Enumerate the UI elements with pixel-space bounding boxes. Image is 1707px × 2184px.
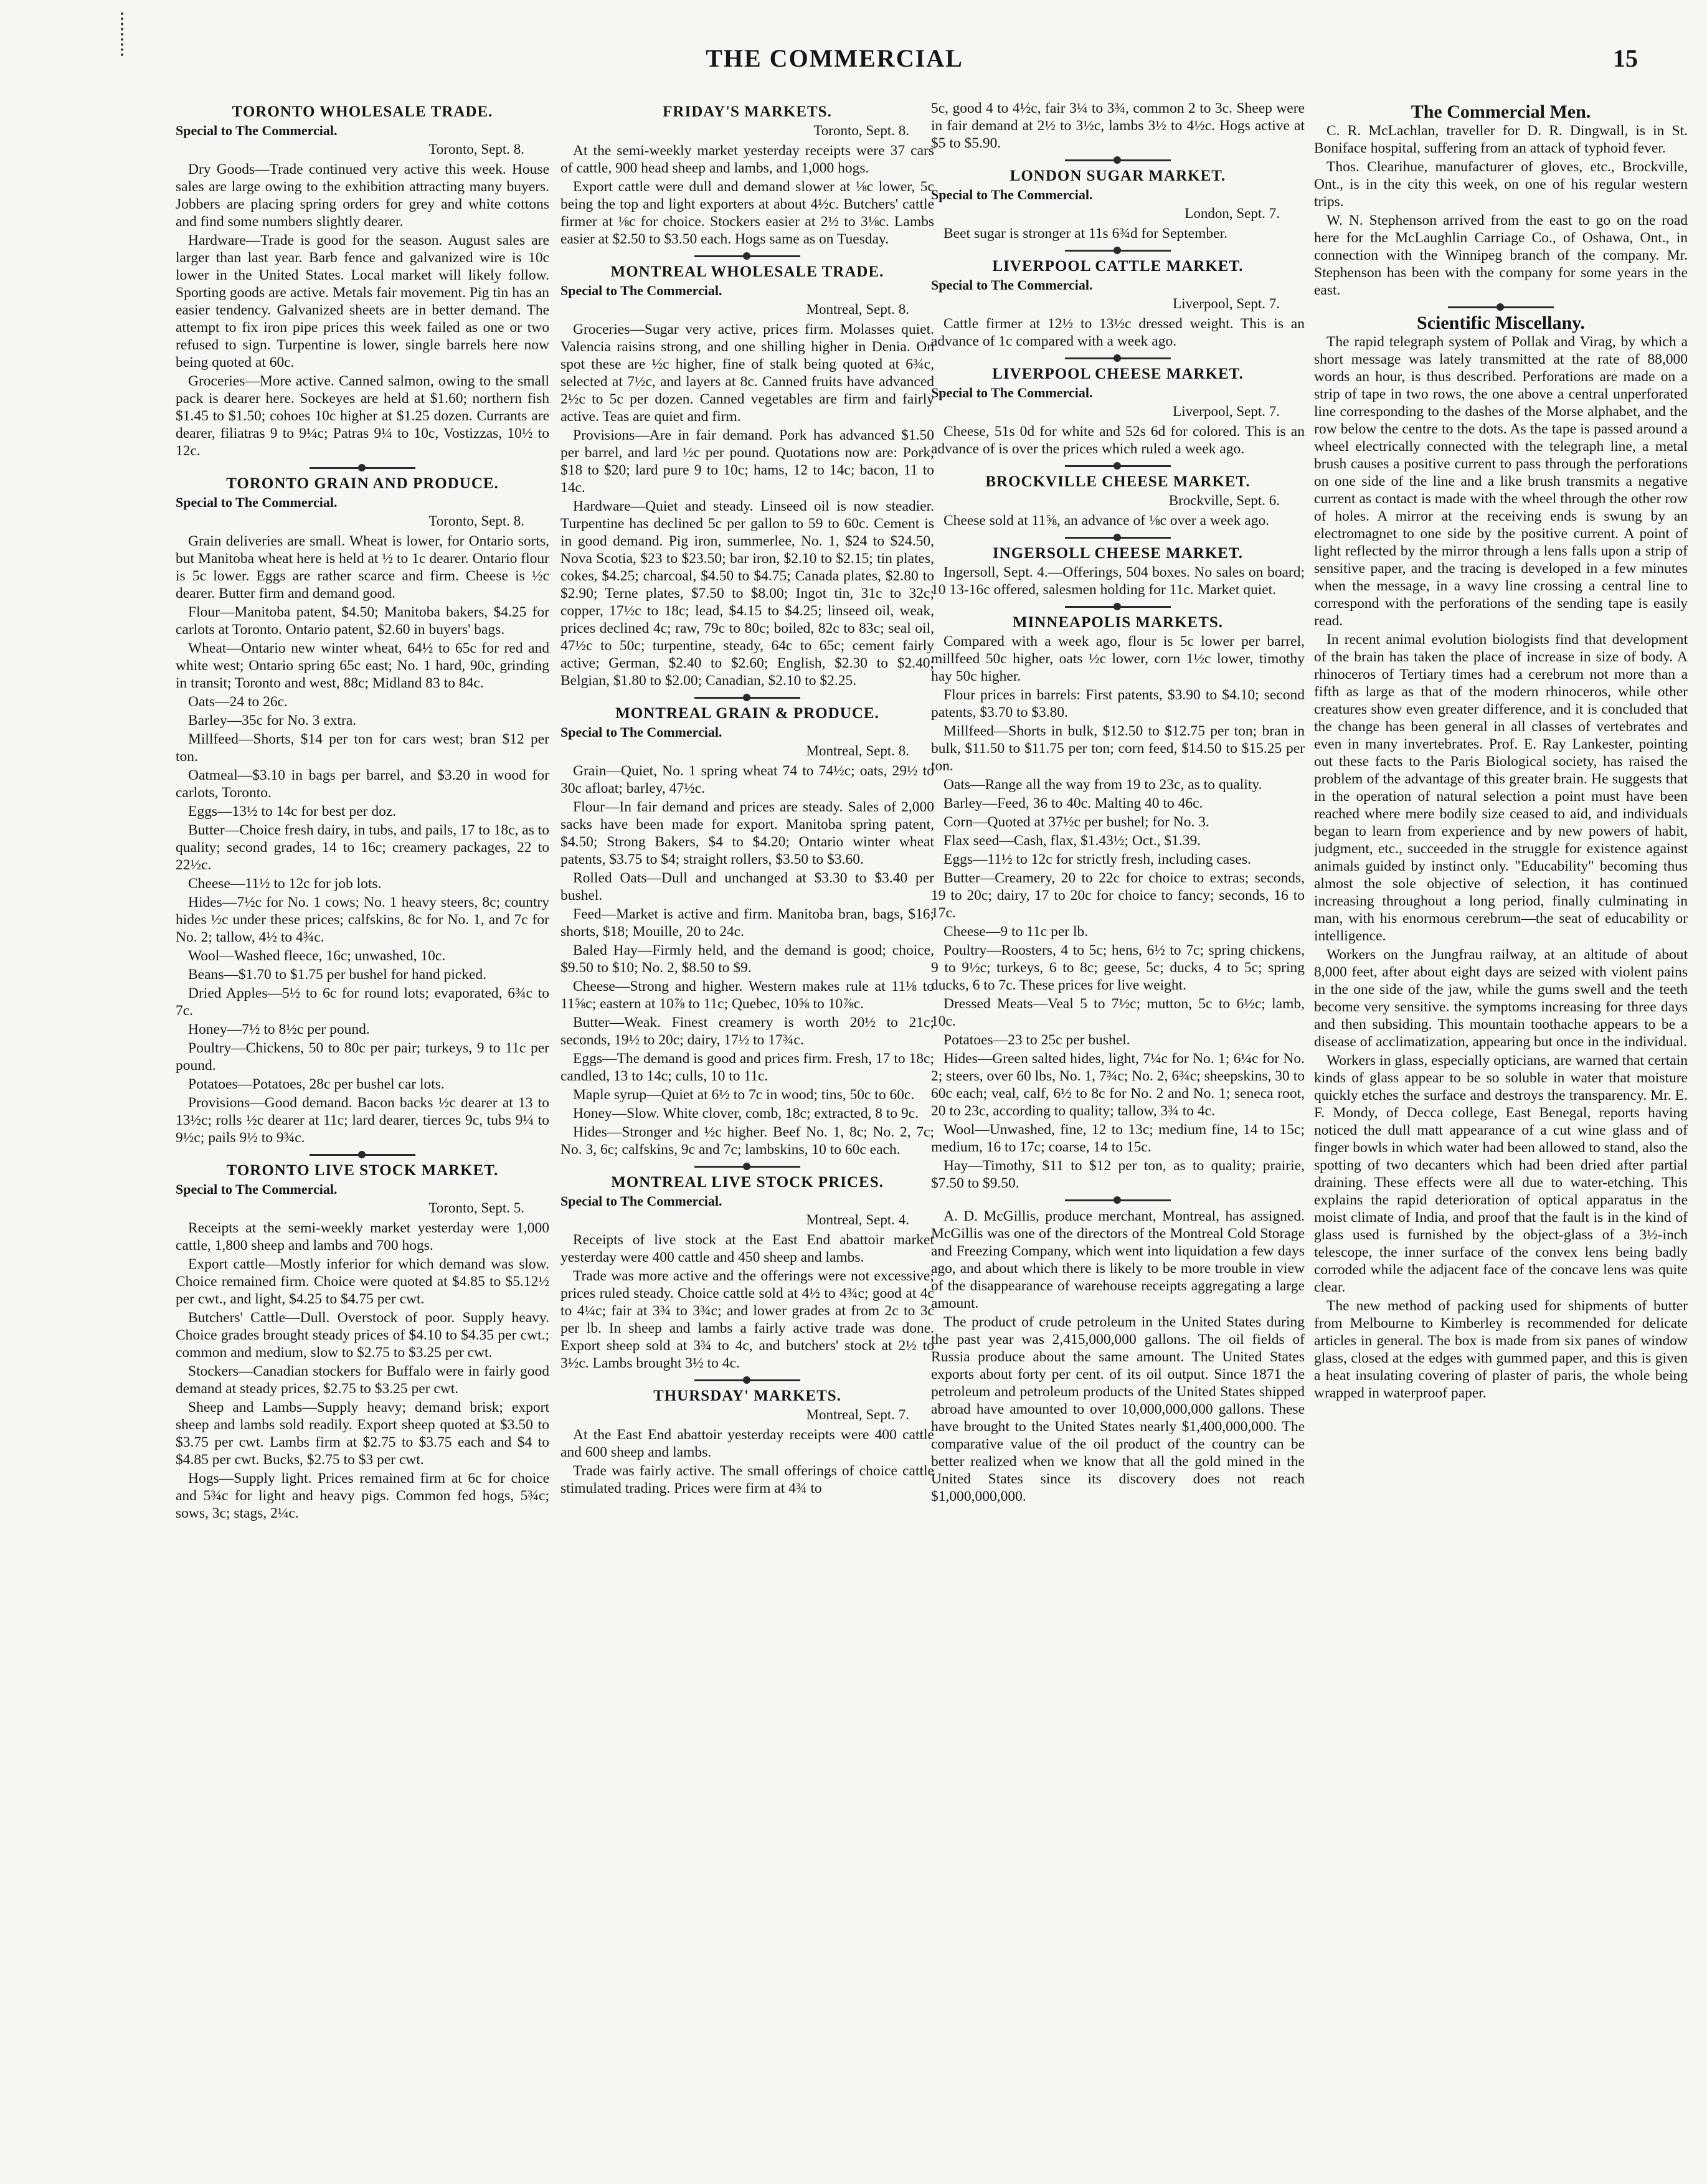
correspondent-line: Special to The Commercial. bbox=[931, 277, 1093, 293]
section-divider-rule bbox=[1448, 306, 1554, 308]
paragraph: Thos. Clearihue, manufacturer of gloves, etc., Brockville, Ont., is in the city this week, on one of his regular western trips. bbox=[1314, 159, 1688, 210]
paragraph: Export cattle—Mostly inferior for which demand was slow. Choice remained firm. Choice were quoted at $4.85 to $5.12½ per cwt., and light, $4.25 to $4.75 per cwt. bbox=[176, 1256, 549, 1307]
dateline: London, Sept. 7. bbox=[1184, 206, 1280, 221]
paragraph: Export cattle were dull and demand slower at ⅛c lower, 5c being the top and light exporters at about 4½c. Butchers' cattle firmer at ⅛c for choice. Stockers easier at 2½ to 3⅛c. Lambs easier at $2.50 to $3.50 each. Hogs same as on Tuesday. bbox=[560, 179, 934, 247]
paragraph: Cheese—11½ to 12c for job lots. bbox=[188, 876, 382, 892]
paragraph: Eggs—The demand is good and prices firm. Fresh, 17 to 18c; candled, 13 to 14c; culls, 10 to 11c. bbox=[560, 1051, 934, 1084]
paragraph: Feed—Market is active and firm. Manitoba bran, bags, $16; shorts, $18; Mouille, 20 to 24c. bbox=[560, 906, 934, 940]
paragraph: Groceries—Sugar very active, prices firm. Molasses quiet. Valencia raisins strong, and one shilling higher in Denia. On spot these are ½c higher, fine of stalk being quoted at 6¾c, selected at 7½c, and layers at 8c. Canned fruits have advanced 2½c to 5c per dozen. Canned vegetables are firm and fairly active. Teas are quiet and firm. bbox=[560, 321, 934, 425]
paragraph: Flour—Manitoba patent, $4.50; Manitoba bakers, $4.25 for carlots at Toronto. Ontario patent, $2.60 in buyers' bags. bbox=[176, 604, 549, 638]
paragraph: Trade was fairly active. The small offerings of choice cattle stimulated trading. Prices were firm at 4¾ to bbox=[560, 1463, 934, 1496]
paragraph: Cheese—Strong and higher. Western makes rule at 11⅛ to 11⅝c; eastern at 10⅞ to 11c; Quebec, 10⅝ to 10⅞c. bbox=[560, 978, 934, 1012]
paragraph: Provisions—Are in fair demand. Pork has advanced $1.50 per barrel, and lard ½c per pound. Quotations now are: Pork, $18 to $20; lard pure 9 to 10c; hams, 12 to 14c; bacon, 11 to 14c. bbox=[560, 427, 934, 496]
paragraph: Oats—24 to 26c. bbox=[188, 694, 288, 710]
paragraph: Millfeed—Shorts in bulk, $12.50 to $12.75 per ton; bran in bulk, $11.50 to $11.75 per ton; corn feed, $14.50 to $15.25 per ton. bbox=[931, 723, 1305, 774]
paragraph: At the semi-weekly market yesterday receipts were 37 cars of cattle, 900 head sheep and lambs, and 1,000 hogs. bbox=[560, 143, 934, 176]
paragraph: Ingersoll, Sept. 4.—Offerings, 504 boxes. No sales on board; 10 13-16c offered, salesmen holding for 11c. Market quiet. bbox=[931, 564, 1305, 598]
correspondent-line: Special to The Commercial. bbox=[176, 1181, 338, 1197]
paragraph: Compared with a week ago, flour is 5c lower per barrel, millfeed 50c higher, oats ½c lower, corn 1½c lower, timothy hay 50c higher. bbox=[931, 633, 1305, 684]
dateline: Montreal, Sept. 4. bbox=[806, 1212, 909, 1227]
paragraph: Dressed Meats—Veal 5 to 7½c; mutton, 5c to 6½c; lamb, 10c. bbox=[931, 996, 1305, 1029]
section-divider-rule bbox=[694, 255, 800, 257]
paragraph: Receipts of live stock at the East End abattoir market yesterday were 400 cattle and 450 sheep and lambs. bbox=[560, 1232, 934, 1265]
paragraph: Cattle firmer at 12½ to 13½c dressed weight. This is an advance of 1c compared with a week ago. bbox=[931, 316, 1305, 349]
page-number: 15 bbox=[1613, 44, 1638, 72]
dateline: Liverpool, Sept. 7. bbox=[1173, 296, 1280, 311]
paragraph: Wheat—Ontario new winter wheat, 64½ to 65c for red and white west; Ontario spring 65c east; No. 1 hard, 90c, grinding in transit; Toronto and west, 88c; Midland 83 to 84c. bbox=[176, 640, 549, 691]
paragraph: The rapid telegraph system of Pollak and Virag, by which a short message was lately transmitted at the rate of 88,000 words an hour, is thus described. Perforations are made on a strip of tape in two rows, the one above a central unperforated line corresponding to the dashes of the Morse alphabet, and the row below the centre to the dots. As the tape is passed around a wheel electrically connected with the telegraph line, a metal brush causes a positive current to pass through the perforations on one side of the line and a like brush transmits a negative current as contact is made with the wheel through the other row of holes. A mirror at the receiving ends is swung by an electromagnet to one side by the positive current. A point of light reflected by the mirror through a lens falls upon a strip of sensitive paper, and the tracing is developed in a few minutes when the message, in a wavy line crossing a central line to correspond with the perforations of the sending tape is easily read. bbox=[1314, 334, 1688, 629]
paragraph: Cheese, 51s 0d for white and 52s 6d for colored. This is an advance of is over the prices which ruled a week ago. bbox=[931, 423, 1305, 457]
paragraph: Provisions—Good demand. Bacon backs ½c dearer at 13 to 13½c; rolls ½c dearer at 11c; lard dearer, tierces 9c, tubs 9¼ to 9½c; pails 9½ to 9¾c. bbox=[176, 1095, 549, 1146]
section-divider-rule bbox=[310, 467, 415, 469]
paragraph: Beans—$1.70 to $1.75 per bushel for hand picked. bbox=[188, 967, 487, 983]
article-headline: TORONTO LIVE STOCK MARKET. bbox=[226, 1162, 499, 1179]
paragraph: In recent animal evolution biologists find that development of the brain has taken the place of increase in size of body. A rhinoceros of Tertiary times had a cerebrum not more than a fifth as large as that of the modern rhinoceros, while other creatures show even greater difference, and it is concluded that the change has been general in all classes of vertebrates and even in many invertebrates. Prof. E. Ray Lankester, pointing out these facts to the Paris Biological society, has raised the problem of the advantage of this greater brain. He suggests that in the operation of natural selection a point must have been reached where mere bodily size ceased to aid, and individuals began to learn from experience and by new powers of habit, judgment, etc., succeeded in the struggle for existence against animals guided by instinct only. "Educability" becoming thus almost the sole objective of selection, it has continued increasing throughout a long period, finally culminating in man, with his enormous cerebrum—the seat of educability or intelligence. bbox=[1314, 631, 1688, 944]
article bbox=[176, 1162, 549, 1522]
article bbox=[1314, 103, 1688, 299]
paragraph: Hay—Timothy, $11 to $12 per ton, as to quality; prairie, $7.50 to $9.50. bbox=[931, 1158, 1305, 1191]
paragraph: Millfeed—Shorts, $14 per ton for cars west; bran $12 per ton. bbox=[176, 731, 549, 765]
paragraph: Wool—Unwashed, fine, 12 to 13c; medium fine, 14 to 15c; medium, 16 to 17c; coarse, 14 to 15c. bbox=[931, 1122, 1305, 1155]
column-3 bbox=[931, 100, 1305, 2155]
paragraph: Workers in glass, especially opticians, are warned that certain kinds of glass appear to be so soluble in water that moisture quickly etches the surface and destroys the transparency. Mr. E. F. Mondy, of Decca college, East Benegal, reports having noticed the dull matt appearance of a cut wine glass and of finger bowls in which water had been allowed to stand, also the spotting of two decanters which had been dried after partial draining. These effects were all due to water-etching. This explains the rapid deterioration of optical apparatus in the moist climate of India, and proof that the fault is in the kind of glass used is furnished by the object-glass of a 3½-inch telescope, the inner surface of the convex lens being badly corroded while the adjacent face of the concave lens was quite clear. bbox=[1314, 1052, 1688, 1295]
article-headline: TORONTO WHOLESALE TRADE. bbox=[232, 103, 493, 120]
paragraph: Butter—Choice fresh dairy, in tubs, and pails, 17 to 18c, as to quality; second grades, 14 to 16c; creamery packages, 22 to 22½c. bbox=[176, 822, 549, 873]
section-divider-rule bbox=[1065, 465, 1171, 467]
paragraph: Stockers—Canadian stockers for Buffalo were in fairly good demand at steady prices, $2.75 to $3.25 per cwt. bbox=[176, 1363, 549, 1397]
article-headline: INGERSOLL CHEESE MARKET. bbox=[992, 545, 1244, 562]
dateline: Toronto, Sept. 5. bbox=[428, 1200, 524, 1216]
article bbox=[931, 366, 1305, 458]
dateline: Montreal, Sept. 8. bbox=[806, 743, 909, 759]
paragraph: Butchers' Cattle—Dull. Overstock of poor. Supply heavy. Choice grades brought steady prices of $4.10 to $4.35 per cwt.; common and medium, slow to $2.75 to $3.25 per cwt. bbox=[176, 1310, 549, 1361]
column-4 bbox=[1314, 100, 1688, 2155]
article bbox=[560, 1174, 934, 1372]
section-divider-rule bbox=[1065, 606, 1171, 608]
article-headline: MONTREAL WHOLESALE TRADE. bbox=[610, 263, 884, 280]
paragraph: Groceries—More active. Canned salmon, owing to the small pack is dearer here. Sockeyes are held at $1.60; northern fish $1.45 to $1.50; cohoes 10c higher at $1.25 dozen. Currants are dearer, filiatras 9 to 9¼c; Patras 9¼ to 10c, Vostizzas, 10½ to 12c. bbox=[176, 373, 549, 459]
correspondent-line: Special to The Commercial. bbox=[931, 385, 1093, 400]
paragraph: Oats—Range all the way from 19 to 23c, as to quality. bbox=[943, 777, 1262, 793]
article-headline: MONTREAL LIVE STOCK PRICES. bbox=[611, 1174, 884, 1191]
paragraph: The new method of packing used for shipments of butter from Melbourne to Kimberley is recommended for delicate articles in general. The box is made from six panes of window glass, closed at the edges with gummed paper, and this is given a heat insulating covering of plaster of paris, the whole being wrapped in waterproof paper. bbox=[1314, 1298, 1688, 1401]
article bbox=[1314, 314, 1688, 1402]
column-2 bbox=[560, 100, 934, 2155]
paragraph: The product of crude petroleum in the United States during the past year was 2,415,000,000 gallons. The oil fields of Russia produce about the same amount. The United States exports about forty per cent. of its oil output. Since 1871 the petroleum and petroleum products of the United States shipped abroad have amounted to over 10,000,000,000 gallons. These have brought to the United States nearly $1,400,000,000. The comparative value of the oil product of the country can be better realized when we know that all the gold mined in the United States since its discovery does not reach $1,000,000,000. bbox=[931, 1314, 1305, 1505]
dateline: Montreal, Sept. 7. bbox=[806, 1407, 909, 1422]
paragraph: At the East End abattoir yesterday receipts were 400 cattle and 600 sheep and lambs. bbox=[560, 1427, 934, 1460]
paragraph: Cheese—9 to 11c per lb. bbox=[943, 924, 1089, 940]
paragraph: Hides—7½c for No. 1 cows; No. 1 heavy steers, 8c; country hides ½c under these prices; calfskins, 8c for No. 1, and 7c for No. 2; tallow, 4½ to 4¾c. bbox=[176, 894, 549, 945]
paragraph: Workers on the Jungfrau railway, at an altitude of about 8,000 feet, after about eight days are seized with violent pains in the one side of the jaw, while the gums swell and the teeth become very sensitive. the symptoms increasing for three days and then subsiding. This mountain toothache appears to be a disease of acclimatization, appearing but once in the individual. bbox=[1314, 947, 1688, 1050]
paragraph: Flour—In fair demand and prices are steady. Sales of 2,000 sacks have been made for export. Manitoba spring patent, $4.50; Strong Bakers, $4 to $4.20; Ontario winter wheat patents, $3.75 to $4; straight rollers, $3.50 to $3.60. bbox=[560, 799, 934, 867]
article bbox=[931, 100, 1305, 152]
article bbox=[931, 614, 1305, 1192]
paragraph: Hides—Stronger and ½c higher. Beef No. 1, 8c; No. 2, 7c; No. 3, 6c; calfskins, 9c and 7c; lambskins, 10 to 60c each. bbox=[560, 1124, 934, 1158]
paragraph: Receipts at the semi-weekly market yesterday were 1,000 cattle, 1,800 sheep and lambs and 700 hogs. bbox=[176, 1220, 549, 1254]
paragraph: Wool—Washed fleece, 16c; unwashed, 10c. bbox=[188, 948, 446, 964]
paragraph: Butter—Creamery, 20 to 22c for choice to extras; seconds, 19 to 20c; dairy, 17 to 20c for choice to fancy; seconds, 16 to 17c. bbox=[931, 870, 1305, 921]
section-divider-rule bbox=[1065, 357, 1171, 359]
section-divider-rule bbox=[694, 697, 800, 699]
article-headline: THURSDAY' MARKETS. bbox=[653, 1387, 841, 1404]
paragraph: Trade was more active and the offerings were not excessive; prices ruled steady. Choice cattle sold at 4½ to 4¾c; good at 4c to 4¼c; fair at 3¾ to 3¾c; and lower grades at from 2c to 3c per lb. In sheep and lambs a fairly active trade was done. Export sheep sold at 3¾ to 4c, and butchers' stock at 2½ to 3½c. Lambs brought 3½ to 4c. bbox=[560, 1268, 934, 1371]
article bbox=[560, 1387, 934, 1497]
paragraph: C. R. McLachlan, traveller for D. R. Dingwall, is in St. Boniface hospital, suffering from an attack of typhoid fever. bbox=[1314, 123, 1688, 156]
paragraph: Butter—Weak. Finest creamery is worth 20½ to 21c; seconds, 19½ to 20c; dairy, 17½ to 17¾c. bbox=[560, 1014, 934, 1048]
paragraph: Maple syrup—Quiet at 6½ to 7c in wood; tins, 50c to 60c. bbox=[573, 1087, 915, 1103]
article-headline: LIVERPOOL CATTLE MARKET. bbox=[992, 258, 1244, 275]
paragraph: Flour prices in barrels: First patents, $3.90 to $4.10; second patents, $3.70 to $3.80. bbox=[931, 687, 1305, 721]
article bbox=[176, 475, 549, 1146]
correspondent-line: Special to The Commercial. bbox=[560, 283, 722, 298]
paragraph: Hardware—Quiet and steady. Linseed oil is now steadier. Turpentine has declined 5c per gallon to 59 to 60c. Cement is in good demand. Pig iron, summerlee, No. 1, $24 to $24.50, Nova Scotia, $23 to $23.50; bar iron, $2.10 to $2.15; tin plates, cokes, $4.25; charcoal, $4.50 to $4.75; Canada plates, $2.80 to $2.90; Terne plates, $7.50 to $8.00; Ingot tin, 31c to 32c; copper, 17½c to 18c; lead, $4.15 to $4.25; linseed oil, weak, prices declined 4c; raw, 79c to 80c; boiled, 82c to 83c; seal oil, 47½c to 50c; turpentine, steady, 64c to 65c; cement fairly active; German, $2.40 to $2.60; English, $2.30 to $2.40; Belgian, $1.80 to $2.00; Canadian, $2.10 to $2.25. bbox=[560, 498, 934, 689]
section-divider-rule bbox=[1065, 159, 1171, 161]
paragraph: Oatmeal—$3.10 in bags per barrel, and $3.20 in wood for carlots, Toronto. bbox=[176, 767, 549, 801]
paragraph: Honey—Slow. White clover, comb, 18c; extracted, 8 to 9c. bbox=[573, 1105, 919, 1122]
article bbox=[176, 103, 549, 460]
article bbox=[931, 1208, 1305, 1505]
paragraph: Eggs—11½ to 12c for strictly fresh, including cases. bbox=[943, 851, 1251, 867]
article bbox=[560, 263, 934, 689]
paragraph: Corn—Quoted at 37½c per bushel; for No. 3. bbox=[943, 814, 1209, 830]
section-divider-rule bbox=[694, 1379, 800, 1381]
paragraph: 5c, good 4 to 4½c, fair 3¼ to 3¾, common 2 to 3c. Sheep were in fair demand at 2½ to 3½c, lambs 3½ to 4½c. Hogs active at $5 to $5.90. bbox=[931, 100, 1305, 151]
section-divider-rule bbox=[1065, 1199, 1171, 1201]
article bbox=[931, 545, 1305, 598]
article bbox=[931, 168, 1305, 242]
dateline: Toronto, Sept. 8. bbox=[813, 123, 909, 138]
article-headline: FRIDAY'S MARKETS. bbox=[663, 103, 832, 120]
paragraph: Eggs—13½ to 14c for best per doz. bbox=[188, 803, 397, 820]
section-divider-rule bbox=[1065, 537, 1171, 539]
page-title: THE COMMERCIAL bbox=[706, 44, 963, 72]
paragraph: Honey—7½ to 8½c per pound. bbox=[188, 1021, 370, 1038]
paragraph: Grain deliveries are small. Wheat is lower, for Ontario sorts, but Manitoba wheat here is held at ½ to 1c dearer. Ontario flour is 5c lower. Eggs are rather scarce and firm. Cheese is ½c dearer. Butter firm and demand good. bbox=[176, 533, 549, 602]
article-headline: MINNEAPOLIS MARKETS. bbox=[1012, 614, 1224, 631]
correspondent-line: Special to The Commercial. bbox=[176, 123, 338, 138]
article-headline: The Commercial Men. bbox=[1411, 102, 1591, 122]
column-1 bbox=[176, 100, 549, 2155]
paragraph: Poultry—Chickens, 50 to 80c per pair; turkeys, 9 to 11c per pound. bbox=[176, 1040, 549, 1074]
article bbox=[560, 103, 934, 248]
paragraph: Hardware—Trade is good for the season. August sales are larger than last year. Barb fence and galvanized wire is 10c lower in the United States. Local market will likely follow. Sporting goods are active. Metals fair movement. Pig tin has an easier tendency. Galvanized sheets are in better demand. The attempt to fix iron pipe prices this week failed as one or two refused to sign. Turpentine is lower, single barrels here now being quoted at 60c. bbox=[176, 232, 549, 371]
article-headline: BROCKVILLE CHEESE MARKET. bbox=[985, 473, 1251, 490]
paragraph: Sheep and Lambs—Supply heavy; demand brisk; export sheep and lambs sold readily. Export sheep quoted at $3.50 to $3.75 per cwt. Lambs firm at $2.75 to $3.75 each and $4 to $4.85 per cwt. Bucks, $2.75 to $3 per cwt. bbox=[176, 1399, 549, 1468]
paragraph: Potatoes—Potatoes, 28c per bushel car lots. bbox=[188, 1076, 445, 1092]
correspondent-line: Special to The Commercial. bbox=[560, 724, 722, 740]
article bbox=[931, 473, 1305, 529]
paragraph: Grain—Quiet, No. 1 spring wheat 74 to 74½c; oats, 29½ to 30c afloat; barley, 47½c. bbox=[560, 763, 934, 797]
running-head bbox=[0, 44, 1707, 81]
paragraph: Dried Apples—5½ to 6c for round lots; evaporated, 6¾c to 7c. bbox=[176, 985, 549, 1019]
dateline: Montreal, Sept. 8. bbox=[806, 301, 909, 317]
section-divider-rule bbox=[1065, 250, 1171, 252]
dateline: Liverpool, Sept. 7. bbox=[1173, 404, 1280, 419]
article-headline: LIVERPOOL CHEESE MARKET. bbox=[992, 366, 1244, 382]
paragraph: W. N. Stephenson arrived from the east to go on the road here for the McLaughlin Carriage Co., of Oshawa, Ont., in connection with the Winnipeg branch of the company. Mr. Stephenson has been with the company for some years in the east. bbox=[1314, 212, 1688, 298]
section-divider-rule bbox=[310, 1154, 415, 1156]
paragraph: Barley—Feed, 36 to 40c. Malting 40 to 46c. bbox=[943, 795, 1203, 811]
article-headline: MONTREAL GRAIN & PRODUCE. bbox=[615, 705, 879, 722]
paragraph: Rolled Oats—Dull and unchanged at $3.30 to $3.40 per bushel. bbox=[560, 870, 934, 904]
correspondent-line: Special to The Commercial. bbox=[176, 494, 338, 510]
paragraph: Beet sugar is stronger at 11s 6¾d for September. bbox=[943, 225, 1227, 242]
section-divider-rule bbox=[694, 1166, 800, 1168]
paragraph: Poultry—Roosters, 4 to 5c; hens, 6½ to 7c; spring chickens, 9 to 9½c; turkeys, 6 to 8c; geese, 5c; ducks, 4 to 5c; spring ducks, 6 to 7c. These prices for live weight. bbox=[931, 942, 1305, 993]
correspondent-line: Special to The Commercial. bbox=[931, 187, 1093, 202]
article-headline: Scientific Miscellany. bbox=[1417, 313, 1585, 333]
paragraph: Hogs—Supply light. Prices remained firm at 6c for choice and 5¾c for light and heavy pigs. Common fed hogs, 5¾c; sows, 3c; stags, 2¼c. bbox=[176, 1470, 549, 1521]
article bbox=[560, 705, 934, 1158]
paragraph: Dry Goods—Trade continued very active this week. House sales are large owing to the exhibition attracting many buyers. Jobbers are placing spring orders for grey and white cottons and find some numbers slightly dearer. bbox=[176, 161, 549, 230]
article bbox=[931, 258, 1305, 350]
article-headline: TORONTO GRAIN AND PRODUCE. bbox=[226, 475, 499, 492]
dateline: Brockville, Sept. 6. bbox=[1168, 493, 1280, 508]
paragraph: Hides—Green salted hides, light, 7¼c for No. 1; 6¼c for No. 2; steers, over 60 lbs, No. 1, 7¾c; No. 2, 6¾c; sheepskins, 30 to 60c each; veal, calf, 6½ to 8c for No. 2 and No. 1; seneca root, 20 to 23c, according to quality; tallow, 3¾ to 4c. bbox=[931, 1051, 1305, 1119]
article-headline: LONDON SUGAR MARKET. bbox=[1010, 168, 1226, 184]
correspondent-line: Special to The Commercial. bbox=[560, 1193, 722, 1209]
paragraph: Cheese sold at 11⅝, an advance of ⅛c over a week ago. bbox=[943, 513, 1270, 529]
dateline: Toronto, Sept. 8. bbox=[428, 141, 524, 157]
paragraph: Flax seed—Cash, flax, $1.43½; Oct., $1.39. bbox=[943, 833, 1201, 849]
paragraph: A. D. McGillis, produce merchant, Montreal, has assigned. McGillis was one of the directors of the Montreal Cold Storage and Freezing Company, which went into liquidation a few days ago, and about which there is likely to be more trouble in view of the disappearance of warehouse receipts aggregating a large amount. bbox=[931, 1208, 1305, 1312]
dateline: Toronto, Sept. 8. bbox=[428, 513, 524, 529]
paragraph: Potatoes—23 to 25c per bushel. bbox=[943, 1032, 1130, 1048]
paragraph: Baled Hay—Firmly held, and the demand is good; choice, $9.50 to $10; No. 2, $8.50 to $9. bbox=[560, 942, 934, 976]
paragraph: Barley—35c for No. 3 extra. bbox=[188, 712, 357, 729]
